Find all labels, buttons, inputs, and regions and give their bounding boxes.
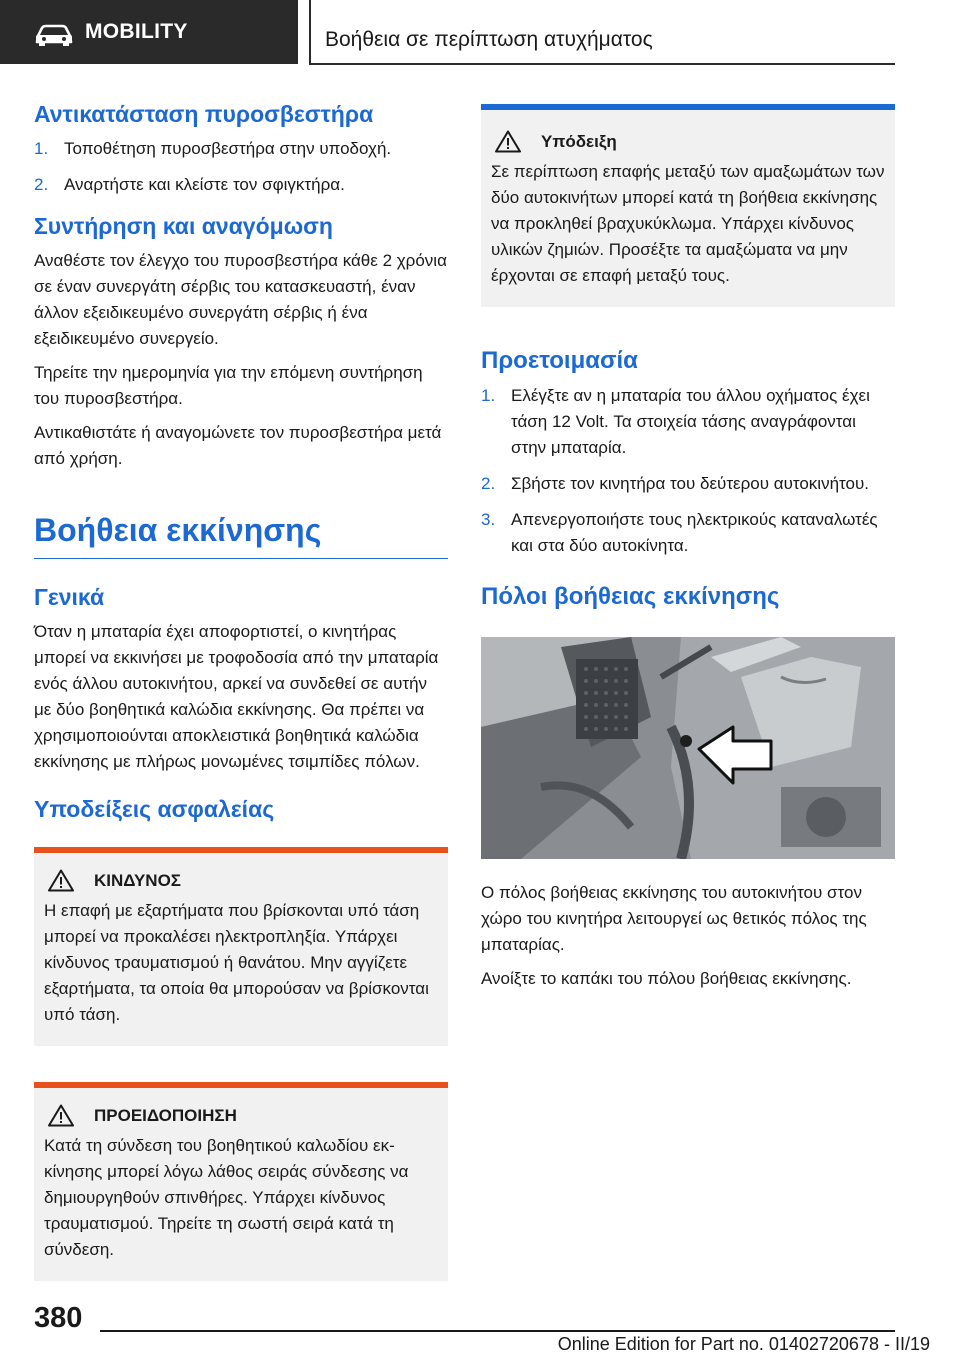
- note-box: [481, 104, 895, 307]
- step-text: Τοποθέτηση πυροσβεστήρα στην υποδοχή.: [64, 139, 392, 158]
- list-item: [481, 471, 895, 497]
- heading-general: Γενικά: [34, 584, 105, 610]
- engine-bay-photo: [481, 637, 895, 859]
- paragraph: Αντικαθιστάτε ή αναγομώνετε τον πυροσβεστήρα μετά από χρήση.: [34, 423, 442, 468]
- section-label: MOBILITY: [85, 20, 188, 43]
- heading-maintenance: Συντήρηση και αναγόμωση: [34, 213, 333, 239]
- box-title: ΠΡΟΕΙΔΟΠΟΙΗΣΗ: [94, 1105, 237, 1125]
- box-header: [491, 130, 885, 153]
- step-number: 2.: [34, 175, 49, 194]
- paragraph: Αναθέστε τον έλεγχο του πυροσβεστήρα κάθε 2 χρόνια σε έναν συνεργάτη σέρβις του κατασκευαστή, έναν άλλον εξειδικευμένο συνεργάτη σέρβις ή ένα εξειδικευμένο συνεργείο.: [34, 251, 447, 348]
- box-header: [44, 1104, 438, 1127]
- warning-triangle-icon: [495, 130, 521, 153]
- box-text: Κατά τη σύνδεση του βοηθητικού καλωδίου εκκίνησης μπορεί λόγω λάθος σειράς σύνδεσης να δημιουργηθούν σπινθήρες. Υπάρχει κίνδυνος τραυματισμού. Τηρείτε τη σωστή σειρά κατά τη σύνδεση.: [44, 1136, 409, 1259]
- chapter-heading: Βοήθεια εκκίνησης: [34, 512, 322, 548]
- step-number: 1.: [34, 139, 49, 158]
- warning-box: [34, 1082, 448, 1281]
- step-text: Σβήστε τον κινητήρα του δεύτερου αυτοκινήτου.: [511, 474, 869, 493]
- paragraph: Τηρείτε την ημερομηνία για την επόμενη συντήρηση του πυροσβεστήρα.: [34, 363, 423, 408]
- list-item: [34, 136, 448, 162]
- step-text: Απενεργοποιήστε τους ηλεκτρικούς καταναλωτές και στα δύο αυτοκίνητα.: [511, 510, 878, 555]
- heading-safety: Υποδείξεις ασφαλείας: [34, 796, 275, 822]
- header-underline: [309, 63, 895, 65]
- right-column: [481, 104, 895, 1000]
- step-text: Αναρτήστε και κλείστε τον σφιγκτήρα.: [64, 175, 345, 194]
- step-text: Ελέγξτε αν η μπαταρία του άλλου οχήματος έχει τάση 12 Volt. Τα στοιχεία τάσης αναγράφονται στην μπαταρία.: [511, 386, 870, 457]
- box-text: Η επαφή με εξαρτήματα που βρίσκονται υπό τάση μπορεί να προκαλέσει ηλεκτροπληξία. Υπάρχει κίνδυνος τραυματισμού ή θανάτου. Μην αγγίζετε εξαρτήματα, τα οποία θα μπορούσαν να βρίσκονται υπό τάση.: [44, 901, 429, 1024]
- heading-preparation: Προετοιμασία: [481, 347, 638, 374]
- preparation-steps: [481, 383, 895, 559]
- heading-replacement: Αντικατάσταση πυροσβεστήρα: [34, 101, 374, 127]
- step-number: 3.: [481, 510, 496, 529]
- chapter-title: Βοήθεια σε περίπτωση ατυχήματος: [325, 28, 653, 51]
- heading-poles: Πόλοι βοήθειας εκκίνησης: [481, 583, 780, 610]
- list-item: [34, 172, 448, 198]
- step-number: 2.: [481, 474, 496, 493]
- header-divider: [309, 0, 311, 64]
- list-item: [481, 383, 895, 461]
- list-item: [481, 507, 895, 559]
- box-title: Υπόδειξη: [541, 131, 617, 151]
- footer-line: [100, 1330, 895, 1332]
- box-title: ΚΙΝΔΥΝΟΣ: [94, 870, 181, 890]
- warning-triangle-icon: [48, 1104, 74, 1127]
- chapter-heading-wrap: [34, 510, 448, 559]
- step-number: 1.: [481, 386, 496, 405]
- edition-info: Online Edition for Part no. 01402720678 - II/19: [557, 1334, 930, 1354]
- left-column: [34, 100, 448, 1281]
- box-text: Σε περίπτωση επαφής μεταξύ των αμαξωμάτων των δύο αυτοκινήτων μπορεί κατά τη βοήθεια εκκίνησης να προκληθεί βραχυκύκλωμα. Υπάρχει κίνδυνος υλικών ζημιών. Προσέξτε τα αμαξώματα να μην έρχονται σε επαφή μεταξύ τους.: [491, 162, 885, 285]
- paragraph: Ο πόλος βοήθειας εκκίνησης του αυτοκινήτου στον χώρο του κινητήρα λειτουργεί ως θετικός πόλος της μπαταρίας.: [481, 883, 867, 954]
- section-tab: [0, 0, 298, 64]
- page-number: 380: [34, 1302, 83, 1334]
- warning-triangle-icon: [48, 869, 74, 892]
- replacement-steps: [34, 136, 448, 198]
- paragraph: Ανοίξτε το καπάκι του πόλου βοήθειας εκκίνησης.: [481, 969, 852, 988]
- danger-box: [34, 847, 448, 1046]
- car-icon: [34, 24, 74, 46]
- paragraph: Όταν η μπαταρία έχει αποφορτιστεί, ο κινητήρας μπορεί να εκκινήσει με τροφοδοσία από την μπαταρία ενός άλλου αυτοκινήτου, αρκεί να συνδεθεί σε αυτήν με δύο βοηθητικά καλώδια εκκίνησης. Θα πρέπει να χρησιμοποιούνται αποκλειστικά βοηθητικά καλώδια εκκίνησης με πλήρως μονωμένες τσιμπίδες πόλων.: [34, 622, 439, 771]
- page-header: [0, 0, 960, 66]
- box-header: [44, 869, 438, 892]
